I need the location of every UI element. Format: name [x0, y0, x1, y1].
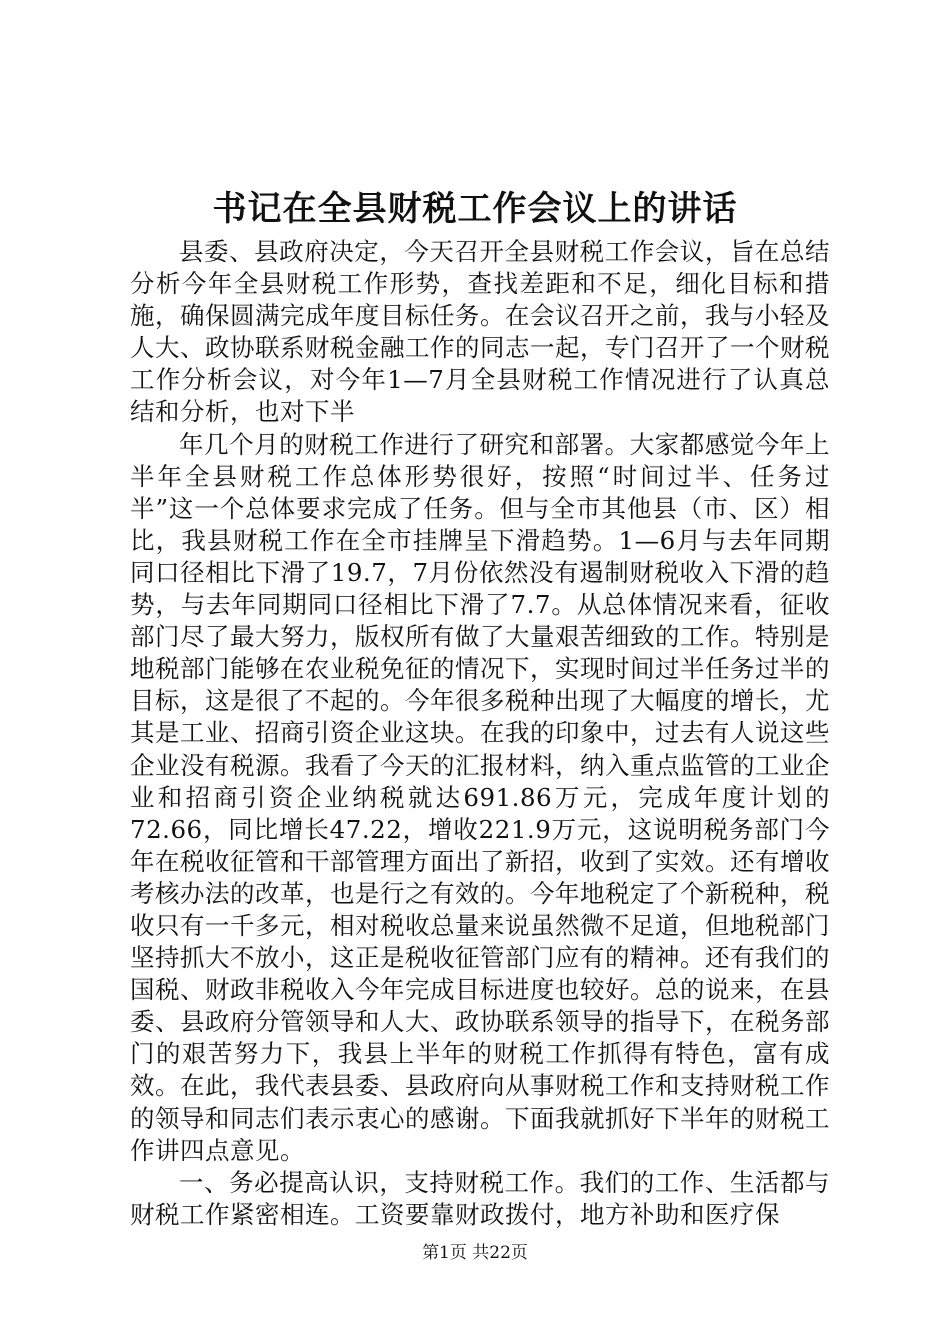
- page-footer: 第1页 共22页: [422, 1243, 528, 1263]
- document-body: [130, 236, 830, 1231]
- paragraph-2: 年几个月的财税工作进行了研究和部署。大家都感觉今年上半年全县财税工作总体形势很好，按照“时间过半、任务过半”这一个总体要求完成了任务。但与全市其他县（市、区）相比，我县财税工作在全市挂牌呈下滑趋势。1—6月与去年同期同口径相比下滑了19.7，7月份依然没有遏制财税收入下滑的趋势，与去年同期同口径相比下滑了7.7。从总体情况来看，征收部门尽了最大努力，版权所有做了大量艰苦细致的工作。特别是地税部门能够在农业税免征的情况下，实现时间过半任务过半的目标，这是很了不起的。今年很多税种出现了大幅度的增长，尤其是工业、招商引资企业这块。在我的印象中，过去有人说这些企业没有税源。我看了今天的汇报材料，纳入重点监管的工业企业和招商引资企业纳税就达691.86万元，完成年度计划的72.66，同比增长47.22，增收221.9万元，这说明税务部门今年在税收征管和干部管理方面出了新招，收到了实效。还有增收考核办法的改革，也是行之有效的。今年地税定了个新税种，税收只有一千多元，相对税收总量来说虽然微不足道，但地税部门坚持抓大不放小，这正是税收征管部门应有的精神。还有我们的国税、财政非税收入今年完成目标进度也较好。总的说来，在县委、县政府分管领导和人大、政协联系领导的指导下，在税务部门的艰苦努力下，我县上半年的财税工作抓得有特色，富有成效。在此，我代表县委、县政府向从事财税工作和支持财税工作的领导和同志们表示衷心的感谢。下面我就抓好下半年的财税工作讲四点意见。: [130, 429, 830, 1165]
- document-title: 书记在全县财税工作会议上的讲话: [212, 189, 738, 229]
- paragraph-3: 一、务必提高认识，支持财税工作。我们的工作、生活都与财税工作紧密相连。工资要靠财政拨付，地方补助和医疗保: [130, 1167, 830, 1229]
- paragraph-1: 县委、县政府决定，今天召开全县财税工作会议，旨在总结分析今年全县财税工作形势，查找差距和不足，细化目标和措施，确保圆满完成年度目标任务。在会议召开之前，我与小轻及人大、政协联系财税金融工作的同志一起，专门召开了一个财税工作分析会议，对今年1—7月全县财税工作情况进行了认真总结和分析，也对下半: [130, 237, 830, 427]
